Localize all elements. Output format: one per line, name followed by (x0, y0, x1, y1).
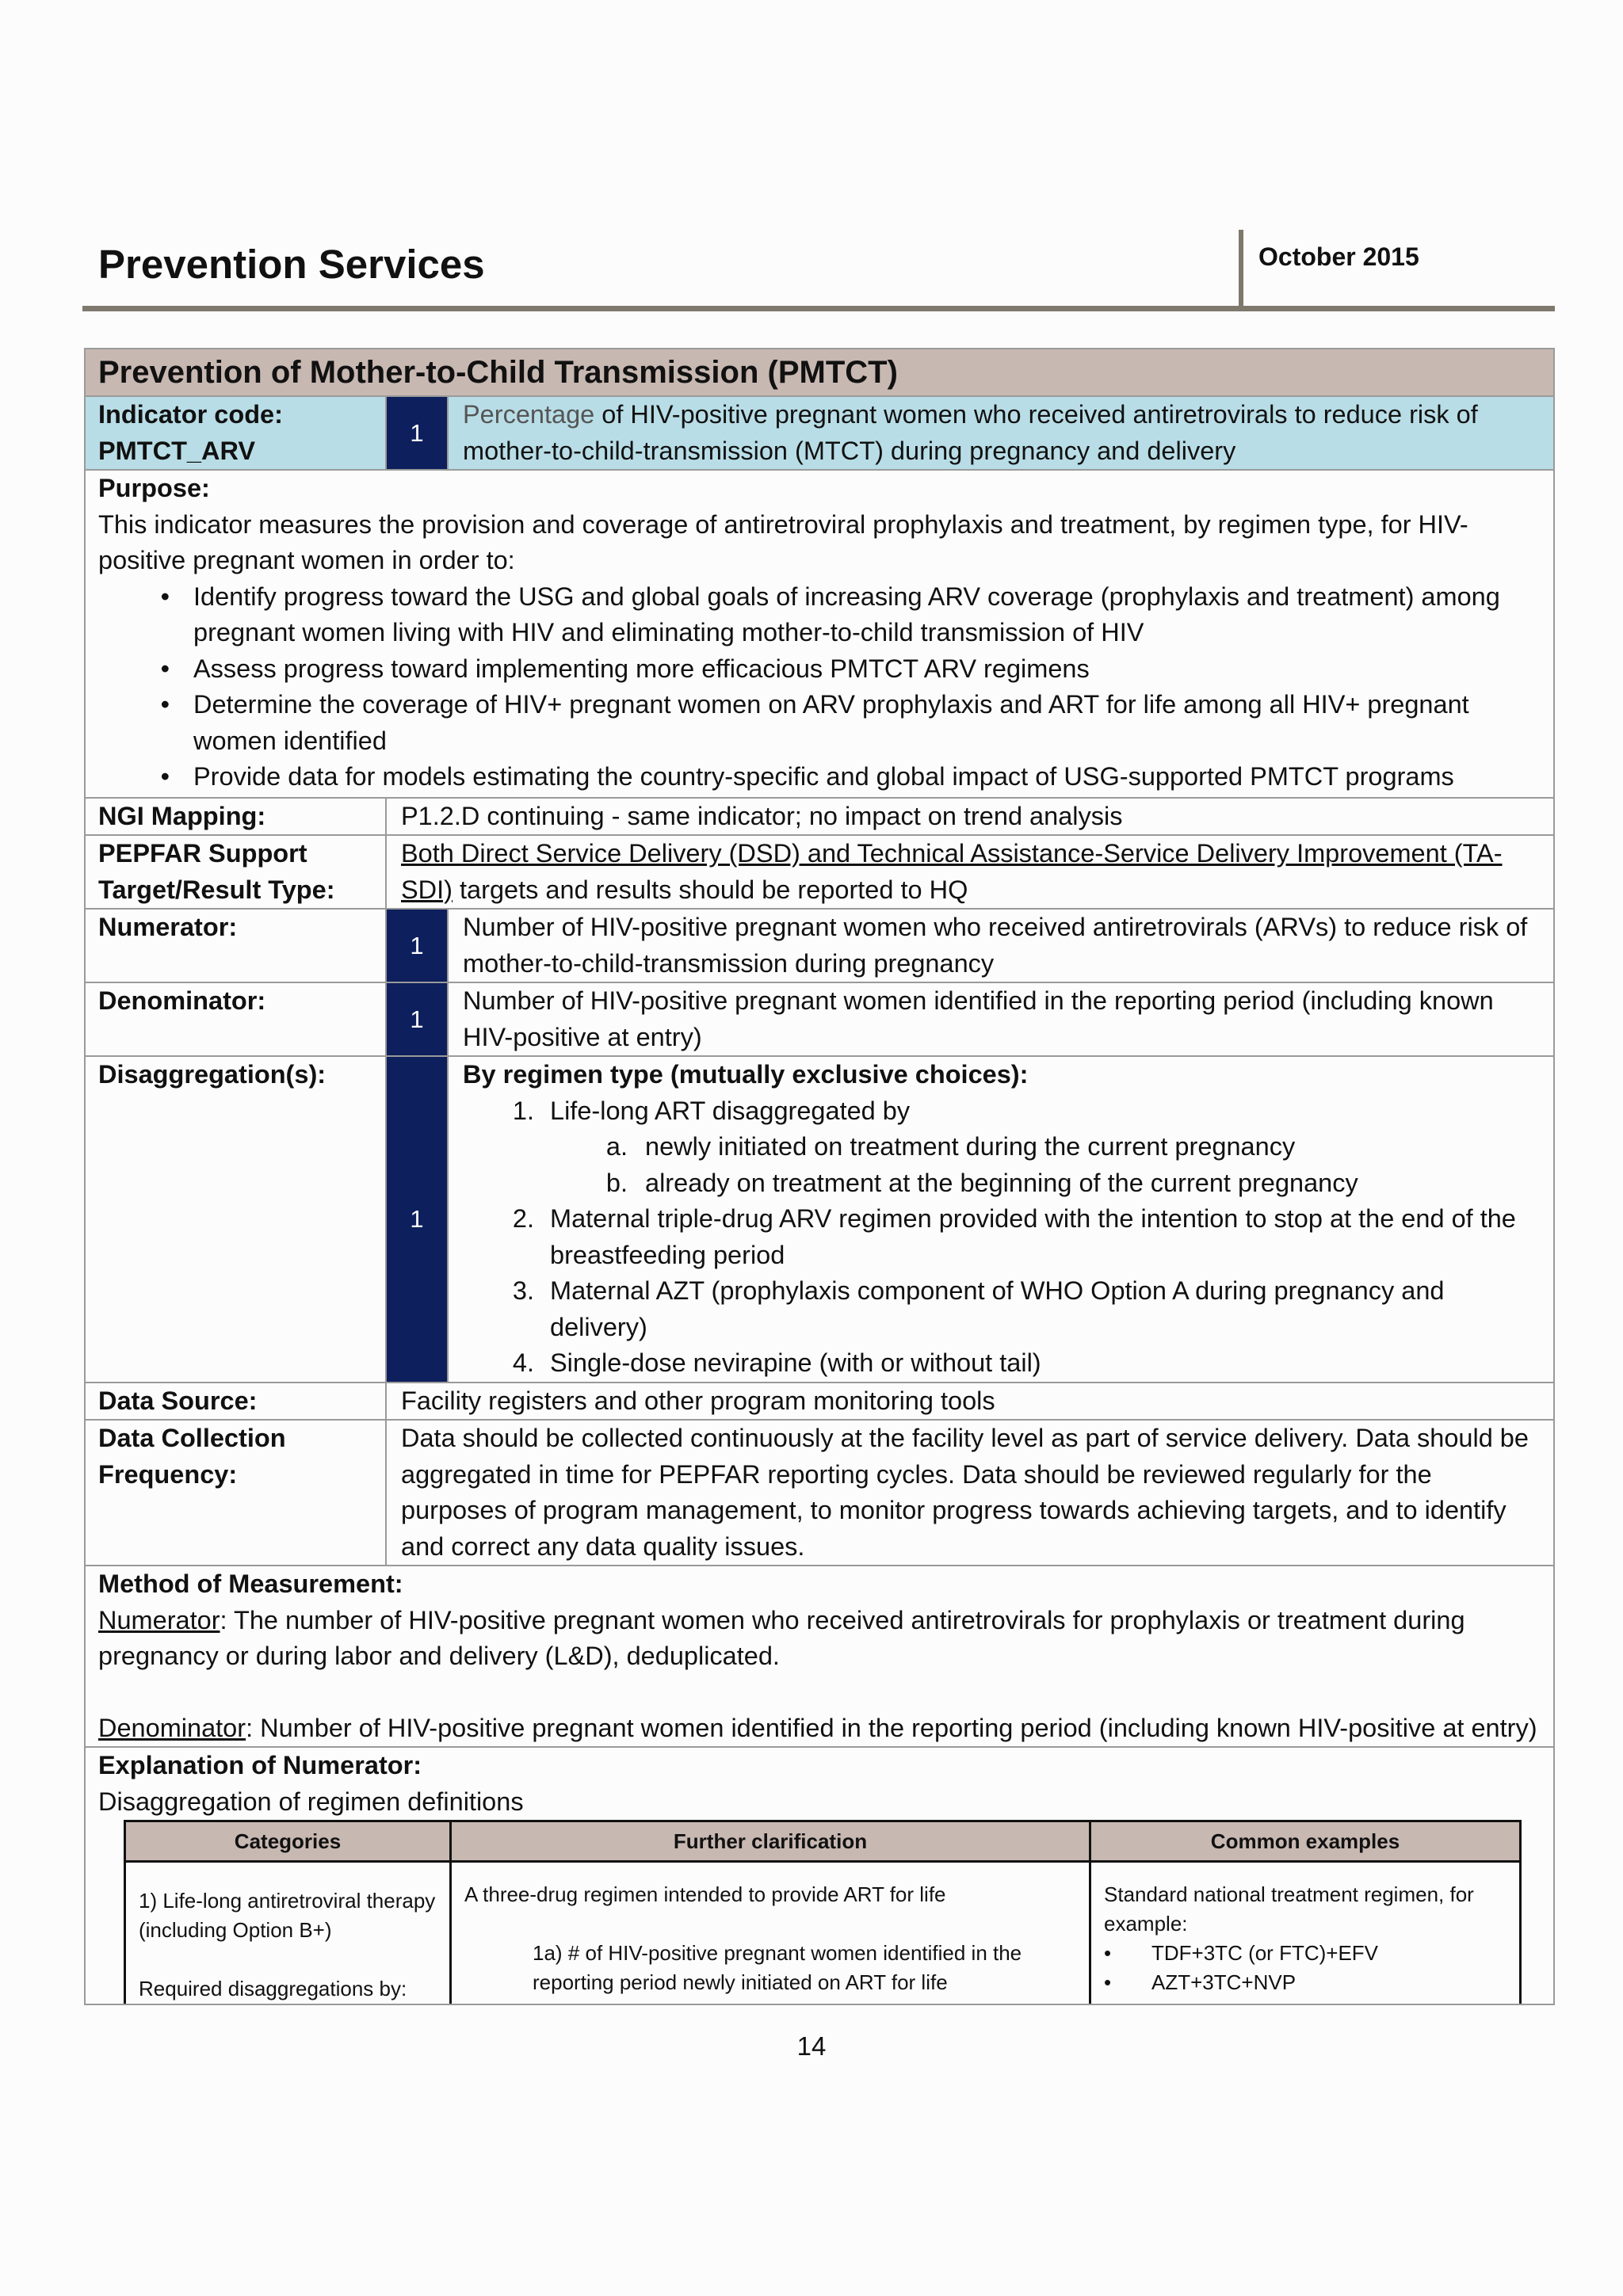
inner-header-categories: Categories (125, 1821, 451, 1862)
list-item-number: 4. (512, 1348, 534, 1377)
pepfar-value-rest: targets and results should be reported to HQ (453, 875, 968, 904)
explanation-row (86, 1746, 1553, 2004)
indicator-desc-highlight: Percentage (463, 400, 595, 429)
disaggregation-heading: By regimen type (mutually exclusive choices): (463, 1060, 1029, 1089)
inner-category-required: Required disaggregations by: (139, 1977, 407, 2000)
frequency-label-line1: Data Collection (98, 1424, 286, 1452)
ngi-label: NGI Mapping: (86, 799, 387, 835)
inner-header-row (125, 1821, 1521, 1862)
list-item-number: 3. (512, 1276, 534, 1305)
sub-list-item-letter: a. (605, 1132, 628, 1161)
pepfar-value-underlined: Both Direct Service Delivery (DSD) and Technical Assistance-Service Delivery Improvement (TA-SDI) (401, 839, 1503, 904)
purpose-bullet-text: Provide data for models estimating the country-specific and global impact of USG-supported PMTCT programs (193, 762, 1454, 791)
header-date: October 2015 (1258, 242, 1419, 271)
frequency-row (86, 1419, 1553, 1565)
denominator-badge: 1 (387, 983, 449, 1055)
inner-header-examples: Common examples (1090, 1821, 1521, 1862)
denominator-row (86, 982, 1553, 1055)
pepfar-label (86, 836, 387, 908)
pepfar-row (86, 834, 1553, 908)
pepfar-value (387, 836, 1553, 908)
indicator-badge: 1 (387, 397, 449, 469)
indicator-description (449, 397, 1553, 469)
method-spacer (98, 1675, 1541, 1711)
explanation-cell (86, 1748, 1553, 2004)
list-item (463, 1273, 1539, 1345)
inner-examples-cell (1090, 1862, 1521, 2004)
frequency-label-line2: Frequency: (98, 1459, 238, 1489)
disaggregation-badge: 1 (387, 1057, 449, 1382)
inner-category-cell (125, 1862, 451, 2004)
numerator-row (86, 908, 1553, 982)
numerator-label: Numerator: (86, 910, 387, 982)
method-numerator-text: : The number of HIV-positive pregnant women who received antiretrovirals for prophylaxis or treatment during pregnancy or during labor and delivery (L&D), deduplicated. (98, 1605, 1465, 1670)
sub-list-item (463, 1165, 1539, 1202)
method-label: Method of Measurement: (98, 1569, 403, 1598)
explanation-subtitle: Disaggregation of regimen definitions (98, 1787, 524, 1816)
data-source-label: Data Source: (86, 1383, 387, 1420)
disaggregation-label: Disaggregation(s): (86, 1057, 387, 1382)
disaggregation-row (86, 1055, 1553, 1382)
list-item-text: Maternal AZT (prophylaxis component of WHO Option A during pregnancy and delivery) (550, 1276, 1445, 1341)
indicator-label-line1: Indicator code: (98, 400, 283, 429)
numerator-badge: 1 (387, 910, 449, 982)
purpose-bullet-text: Assess progress toward implementing more efficacious PMTCT ARV regimens (193, 654, 1090, 683)
inner-example-item: • TDF+3TC (or FTC)+EFV (1104, 1939, 1507, 1968)
list-item-number: 2. (512, 1204, 534, 1233)
method-denominator (98, 1711, 1541, 1747)
list-item-text: Maternal triple-drug ARV regimen provided with the intention to stop at the end of the breastfeeding period (550, 1204, 1516, 1269)
method-numerator (98, 1603, 1541, 1675)
pepfar-label-line2: Target/Result Type: (98, 875, 335, 904)
inner-example-text: AZT+3TC+NVP (1151, 1970, 1296, 1994)
list-item-text: Life-long ART disaggregated by (550, 1096, 911, 1125)
sub-list-item-letter: b. (605, 1168, 628, 1197)
inner-clarification-subitem: 1a) # of HIV-positive pregnant women identified in the reporting period newly initiated on ART for life (533, 1941, 1022, 1994)
indicator-code: PMTCT_ARV (98, 436, 256, 465)
sub-list-item-text: newly initiated on treatment during the current pregnancy (645, 1132, 1296, 1161)
list-item (463, 1201, 1539, 1273)
header-divider (1239, 230, 1243, 309)
denominator-value: Number of HIV-positive pregnant women identified in the reporting period (including known HIV-positive at entry) (463, 986, 1494, 1051)
sub-list-item (463, 1129, 1539, 1165)
sub-list-item-text: already on treatment at the beginning of the current pregnancy (645, 1168, 1358, 1197)
list-item (463, 1093, 1539, 1130)
frequency-value: Data should be collected continuously at the facility level as part of service delivery. Data should be aggregated in time for PEPFAR reporting cycles. Data should be reviewed regularly for the purposes of program management, to monitor progress towards achieving targets, and to identify and correct any data quality issues. (401, 1424, 1529, 1561)
inner-example-item: • AZT+3TC+NVP (1104, 1968, 1507, 1997)
table-title-row (86, 349, 1553, 395)
regimen-definitions-table (124, 1820, 1522, 2004)
method-cell (86, 1566, 1553, 1746)
table-row (125, 1862, 1521, 2004)
method-denominator-label: Denominator (98, 1713, 246, 1742)
purpose-bullet: • Assess progress toward implementing more efficacious PMTCT ARV regimens (98, 651, 1541, 688)
purpose-bullet-text: Determine the coverage of HIV+ pregnant women on ARV prophylaxis and ART for life among all HIV+ pregnant women identified (193, 690, 1469, 755)
indicator-table (84, 348, 1555, 2005)
purpose-bullet: • Identify progress toward the USG and global goals of increasing ARV coverage (prophylaxis and treatment) among pregnant women living with HIV and eliminating mother-to-child transmission of HIV (98, 579, 1541, 651)
purpose-bullet: • Determine the coverage of HIV+ pregnant women on ARV prophylaxis and ART for life among all HIV+ pregnant women identified (98, 687, 1541, 759)
inner-clarification-text: A three-drug regimen intended to provide ART for life (464, 1882, 946, 1906)
purpose-bullet-text: Identify progress toward the USG and global goals of increasing ARV coverage (prophylaxis and treatment) among pregnant women living with HIV and eliminating mother-to-child transmission of HIV (193, 582, 1500, 646)
inner-examples-intro: Standard national treatment regimen, for example: (1104, 1882, 1474, 1936)
inner-header-clarification: Further clarification (451, 1821, 1090, 1862)
purpose-bullet: • Provide data for models estimating the country-specific and global impact of USG-supported PMTCT programs (98, 759, 1541, 795)
pepfar-label-line1: PEPFAR Support (98, 839, 307, 868)
method-denominator-text: : Number of HIV-positive pregnant women identified in the reporting period (including known HIV-positive at entry) (246, 1713, 1537, 1742)
indicator-label (86, 397, 387, 469)
header-rule (82, 306, 1555, 311)
data-source-value: Facility registers and other program monitoring tools (401, 1386, 995, 1415)
numerator-value: Number of HIV-positive pregnant women who received antiretrovirals (ARVs) to reduce risk of mother-to-child-transmission during pregnancy (463, 913, 1528, 978)
method-row (86, 1565, 1553, 1746)
purpose-label: Purpose: (98, 474, 210, 502)
ngi-value: P1.2.D continuing - same indicator; no impact on trend analysis (401, 801, 1123, 830)
purpose-row (86, 469, 1553, 797)
denominator-label: Denominator: (86, 983, 387, 1055)
inner-category-text: 1) Life-long antiretroviral therapy (including Option B+) (139, 1889, 436, 1942)
data-source-row (86, 1382, 1553, 1420)
inner-example-text: TDF+3TC (or FTC)+EFV (1151, 1941, 1379, 1965)
disaggregation-content (449, 1057, 1553, 1382)
method-numerator-label: Numerator (98, 1605, 220, 1634)
page-number: 14 (796, 2031, 827, 2061)
inner-clarification-cell (451, 1862, 1090, 2004)
list-item-text: Single-dose nevirapine (with or without tail) (550, 1348, 1041, 1377)
table-title: Prevention of Mother-to-Child Transmission (PMTCT) (98, 355, 898, 390)
list-item (463, 1345, 1539, 1382)
purpose-intro: This indicator measures the provision and coverage of antiretroviral prophylaxis and treatment, by regimen type, for HIV-positive pregnant women in order to: (98, 509, 1468, 574)
list-item-number: 1. (512, 1096, 534, 1125)
section-title: Prevention Services (98, 242, 485, 287)
explanation-label: Explanation of Numerator: (98, 1751, 422, 1779)
purpose-cell (86, 471, 1553, 797)
indicator-row (86, 395, 1553, 469)
ngi-row (86, 797, 1553, 835)
indicator-desc-rest: of HIV-positive pregnant women who received antiretrovirals to reduce risk of mother-to-child-transmission (MTCT) during pregnancy and delivery (463, 400, 1478, 465)
frequency-label (86, 1421, 387, 1565)
